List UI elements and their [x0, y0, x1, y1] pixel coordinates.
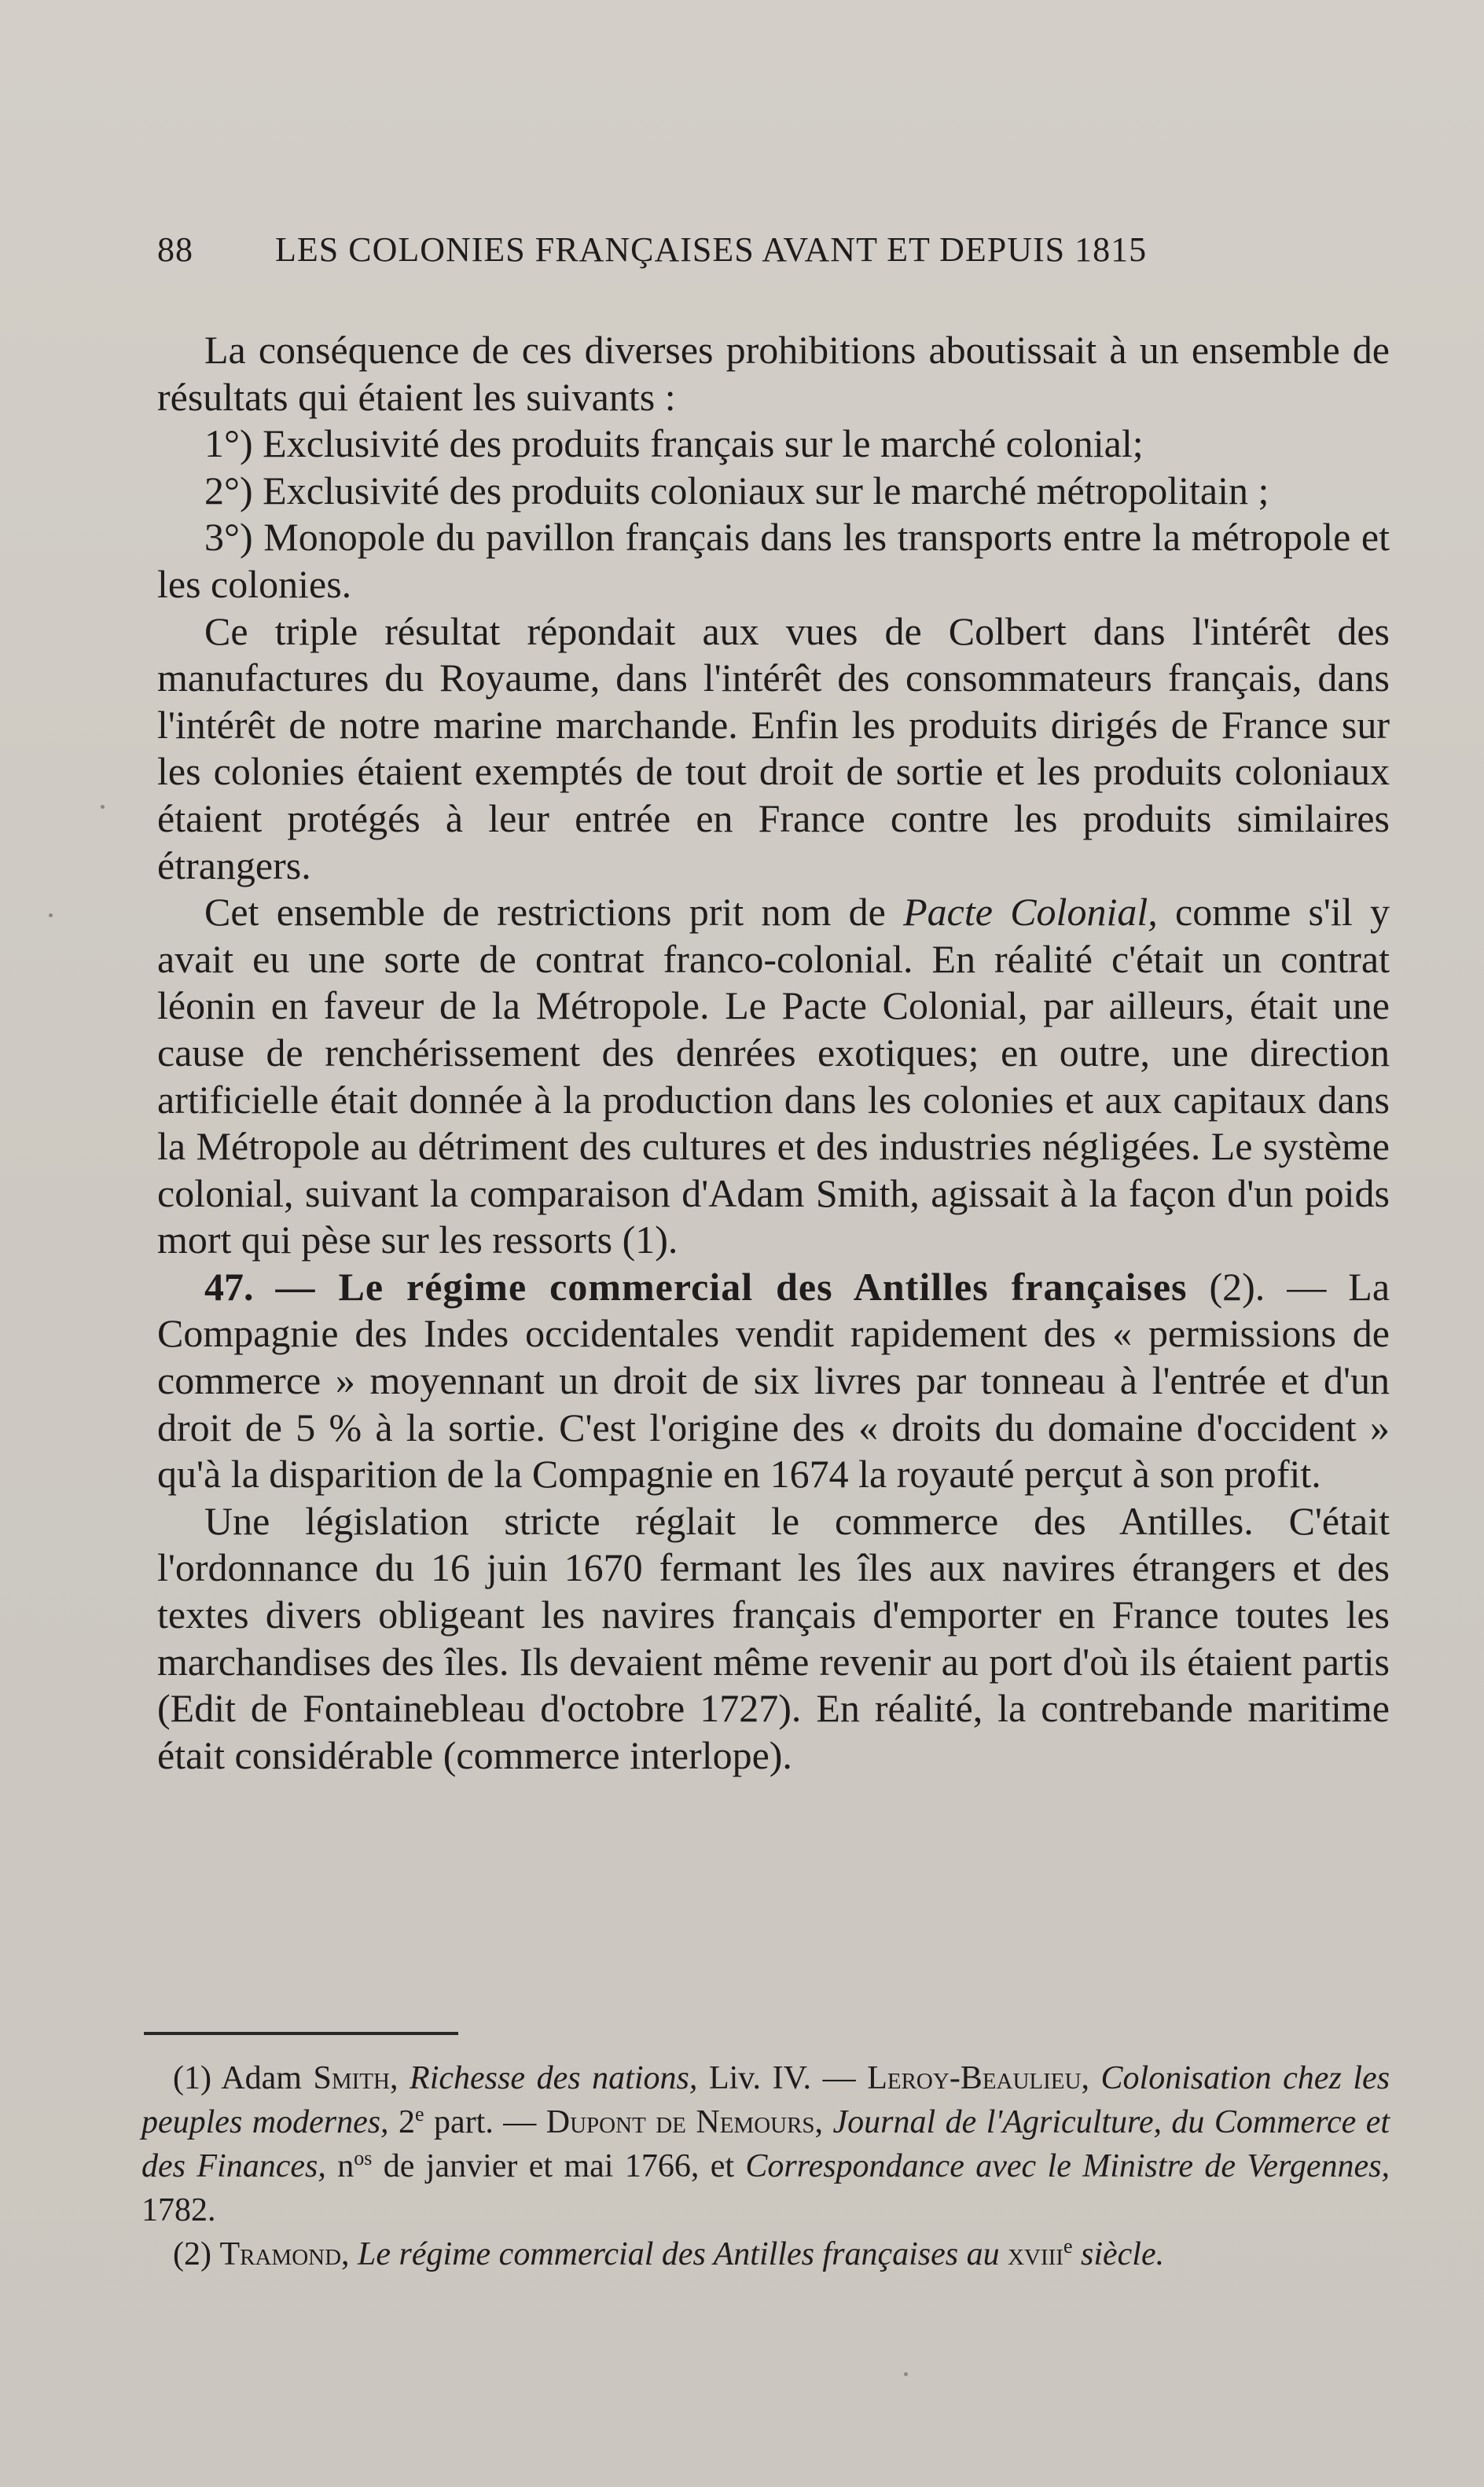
running-title: LES COLONIES FRANÇAISES AVANT ET DEPUIS 1815: [275, 230, 1148, 269]
footnote-rule: [144, 2032, 458, 2035]
author-name: Leroy-Beaulieu,: [867, 2060, 1089, 2096]
paragraph: Une législation stricte réglait le commerce des Antilles. C'était l'ordonnance du 16 juin 1670 fermant les îles aux navires étrangers et des textes divers obligeant les navires français d'emporter en France toutes les marchandises des îles. Ils devaient même revenir au port d'où ils étaient partis (Edit de Fontainebleau d'octobre 1727). En réalité, la contrebande maritime était considérable (commerce interlope).: [157, 1498, 1390, 1777]
running-header: [157, 230, 1383, 277]
paper-speck: [49, 913, 53, 917]
footnotes: [141, 2056, 1390, 2276]
italic-term: Pacte Colonial,: [903, 890, 1158, 935]
text-run: Liv. IV. —: [708, 2060, 856, 2096]
footnote-2: [141, 2232, 1390, 2276]
author-name: Smith,: [313, 2060, 399, 2096]
footnote-1: [141, 2056, 1390, 2232]
section-note-ref: (2).: [1209, 1264, 1265, 1309]
section-paragraph: [157, 1264, 1390, 1498]
paragraph: Ce triple résultat répondait aux vues de Colbert dans l'intérêt des manufactures du Royaume, dans l'intérêt des consommateurs français, dans l'intérêt de notre marine marchande. Enfin les produits dirigés de France sur les colonies étaient exemptés de tout droit de sortie et les produits coloniaux étaient protégés à leur entrée en France contre les produits similaires étrangers.: [157, 608, 1390, 887]
text-run: Cet ensemble de restrictions prit nom de: [204, 890, 886, 935]
work-title: Richesse des nations,: [410, 2060, 698, 2096]
superscript: os: [354, 2147, 373, 2169]
paragraph: La conséquence de ces diverses prohibitions aboutissait à un ensemble de résultats qui étaient les suivants :: [157, 328, 1390, 419]
paper-speck: [904, 2372, 908, 2376]
text-run: (2): [173, 2236, 211, 2272]
text-run: 1782.: [141, 2192, 216, 2228]
work-title: Le régime commercial des Antilles françaises au: [358, 2236, 1000, 2272]
text-run: comme s'il y avait eu une sorte de contrat franco-colonial. En réalité c'était un contrat léonin en faveur de la Métropole. Le Pacte Colonial, par ailleurs, était une cause de renchérissement des denrées exotiques; en outre, une direction artificielle était donnée à la production dans les colonies et aux capitaux dans la Métropole au détriment des cultures et des industries négligées. Le système colonial, suivant la comparaison d'Adam Smith, agissait à la façon d'un poids mort qui pèse sur les ressorts (1).: [157, 890, 1390, 1262]
work-title: Correspondance avec le Ministre de Vergennes,: [745, 2148, 1390, 2184]
list-item: 3°) Monopole du pavillon français dans les transports entre la métropole et les colonies.: [157, 515, 1390, 606]
author-name: Dupont de Nemours,: [545, 2104, 824, 2140]
text-run: 2: [399, 2104, 416, 2140]
author-name: Tramond,: [219, 2236, 350, 2272]
work-title: Journal de l'Agriculture, du Commerce et des Finances,: [141, 2104, 1390, 2184]
superscript: e: [1063, 2235, 1073, 2257]
paragraph: [157, 889, 1390, 1264]
work-title: Colonisation chez les peuples modernes,: [141, 2060, 1390, 2140]
list-item: 1°) Exclusivité des produits français sur le marché colonial;: [204, 421, 1144, 466]
list-item: 2°) Exclusivité des produits coloniaux sur le marché métropolitain ;: [204, 468, 1269, 512]
text-run: (1) Adam: [173, 2060, 302, 2096]
text-run: part. —: [434, 2104, 537, 2140]
main-text: [157, 327, 1390, 1779]
paper-speck: [101, 805, 105, 809]
page-number: 88: [157, 230, 193, 269]
work-title: siècle.: [1081, 2236, 1165, 2272]
section-number: 47.: [204, 1264, 254, 1309]
text-run: n: [337, 2148, 354, 2184]
superscript: e: [415, 2103, 424, 2125]
section-heading: — Le régime commercial des Antilles françaises: [275, 1264, 1188, 1309]
text-run: de janvier et mai 1766, et: [383, 2148, 735, 2184]
century: xviii: [1008, 2236, 1063, 2272]
text-run: — La Compagnie des Indes occidentales vendit rapidement des « permissions de commerce » moyennant un droit de six livres par tonneau à l'entrée et d'un droit de 5 % à la sortie. C'est l'origine des « droits du domaine d'occident » qu'à la disparition de la Compagnie en 1674 la royauté perçut à son profit.: [157, 1264, 1390, 1497]
